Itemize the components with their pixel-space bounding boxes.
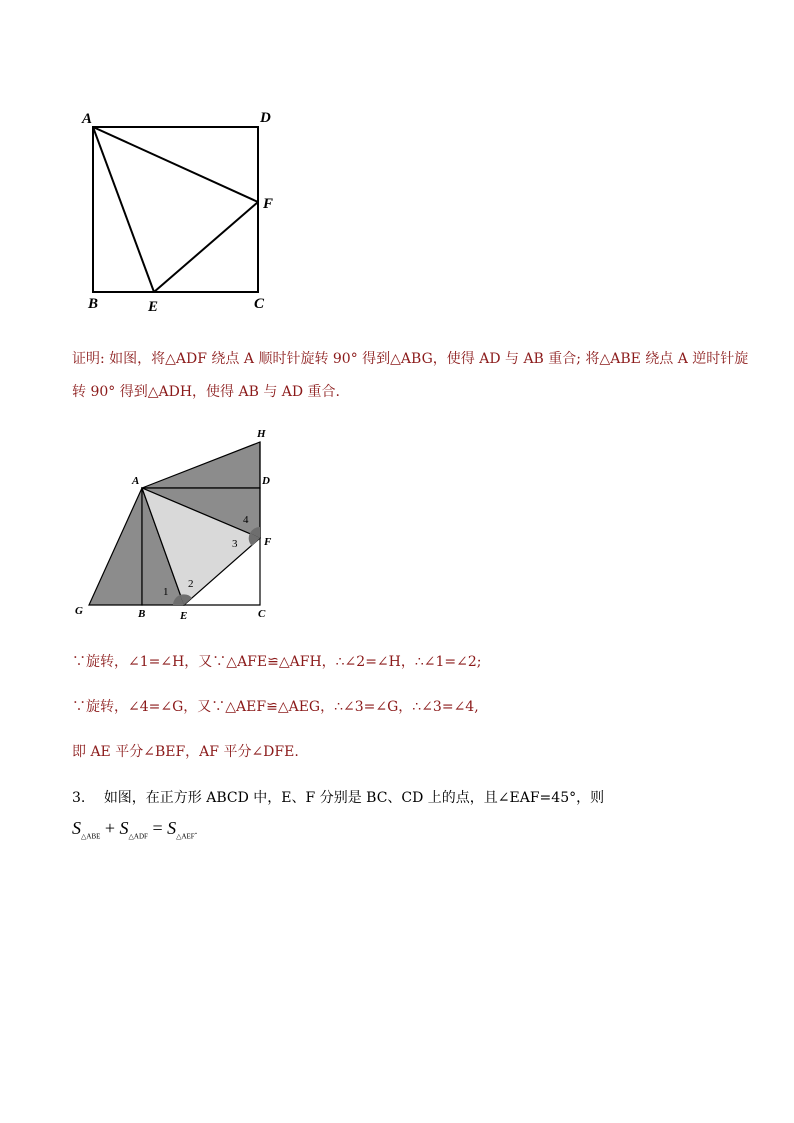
- segment-af: [93, 127, 258, 202]
- area-formula: $S_{\triangle ABE} + S_{\triangle ADF} = S_{\triangle AEF}$.: [72, 818, 198, 841]
- angle-label-2: 2: [188, 578, 194, 590]
- label-f: F: [263, 196, 274, 212]
- triangle-agb: [89, 488, 142, 605]
- label-g: G: [75, 605, 83, 617]
- label-d: D: [260, 110, 271, 126]
- angle-label-3: 3: [232, 538, 238, 550]
- label-c: C: [254, 296, 265, 312]
- figure-1-square: [72, 105, 292, 320]
- label-e: E: [148, 299, 159, 315]
- problem-number: 3.: [72, 790, 86, 806]
- angle-label-1: 1: [163, 586, 169, 598]
- proof-step-1: ∵旋转，∠1=∠H，又∵△AFE≌△AFH，∴∠2=∠H，∴∠1=∠2;: [72, 654, 482, 670]
- label-a: A: [82, 111, 93, 127]
- angle-label-4: 4: [243, 514, 249, 526]
- problem-text: 如图，在正方形 ABCD 中，E、F 分别是 BC、CD 上的点，且∠EAF=45°，则: [103, 790, 605, 806]
- label-a: A: [132, 475, 140, 487]
- label-e: E: [180, 610, 188, 622]
- figure-2-rotation: [70, 425, 290, 625]
- segment-ef: [154, 202, 258, 292]
- label-f: F: [264, 536, 272, 548]
- proof-step-3: 即 AE 平分∠BEF，AF 平分∠DFE.: [72, 744, 299, 760]
- label-h: H: [257, 428, 266, 440]
- label-b: B: [138, 608, 146, 620]
- triangle-ahd: [142, 442, 260, 488]
- proof-step-2: ∵旋转，∠4=∠G，又∵△AEF≌△AEG，∴∠3=∠G，∴∠3=∠4,: [72, 699, 479, 715]
- proof-line-1: 证明: 如图，将△ADF 绕点 A 顺时针旋转 90° 得到△ABG，使得 AD 与 AB 重合; 将△ABE 绕点 A 逆时针旋: [72, 351, 749, 367]
- label-b: B: [88, 296, 99, 312]
- label-c: C: [258, 608, 266, 620]
- square-abcd: [93, 127, 258, 292]
- segment-ae: [93, 127, 154, 292]
- label-d: D: [262, 475, 270, 487]
- problem-3: [72, 787, 604, 807]
- proof-line-2: 转 90° 得到△ADH，使得 AB 与 AD 重合.: [72, 384, 341, 400]
